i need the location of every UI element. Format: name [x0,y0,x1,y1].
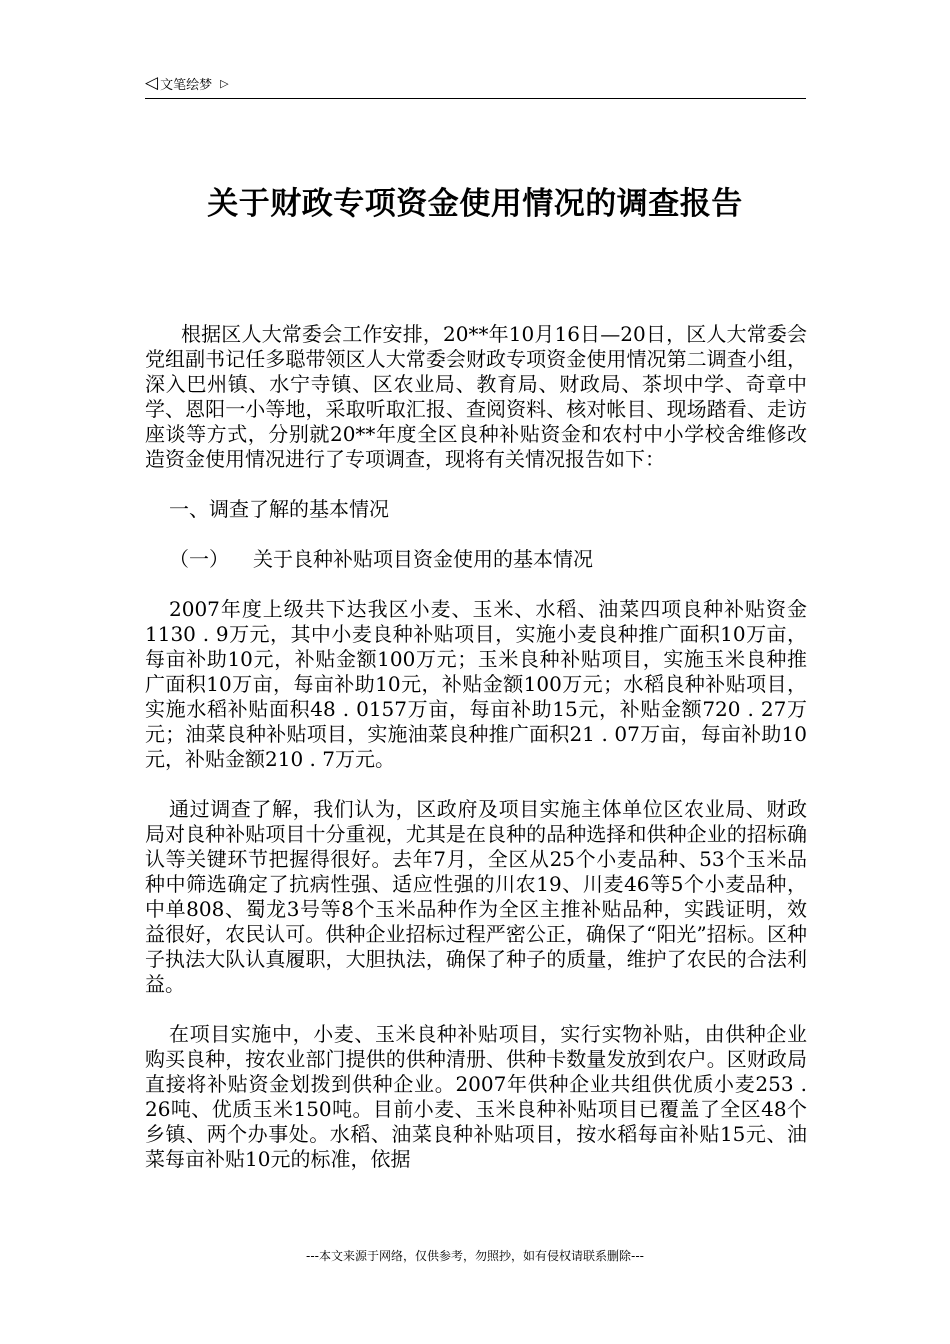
triangle-left-icon: ◁ [145,73,159,93]
body-paragraph: 在项目实施中，小麦、玉米良种补贴项目，实行实物补贴，由供种企业购买良种，按农业部门提供的供种清册、供种卡数量发放到农户。区财政局直接将补贴资金划拨到供种企业。2007年供种企业共组供优质小麦253 . 26吨、优质玉米150吨。目前小麦、玉米良种补贴项目已覆盖了全区48个乡镇、两个办事处。水稻、油菜良种补贴项目，按水稻每亩补贴15元、油菜每亩补贴10元的标准，依据 [145,1022,807,1171]
subsection-title: 关于良种补贴项目资金使用的基本情况 [253,547,593,571]
header-brand [145,74,229,93]
subsection-heading [145,547,807,572]
document-title: 关于财政专项资金使用情况的调查报告 [207,186,743,222]
document-body [145,322,807,1172]
header-text: 文笔绘梦 [160,78,213,93]
intro-paragraph: 根据区人大常委会工作安排，20**年10月16日—20日，区人大常委会党组副书记任多聪带领区人大常委会财政专项资金使用情况第二调查小组，深入巴州镇、水宁寺镇、区农业局、教育局、财政局、茶坝中学、奇章中学、恩阳一小等地，采取听取汇报、查阅资料、核对帐目、现场踏看、走访座谈等方式，分别就20**年度全区良种补贴资金和农村中小学校舍维修改造资金使用情况进行了专项调查，现将有关情况报告如下： [145,322,807,471]
page-header [145,74,806,99]
section-heading: 一、调查了解的基本情况 [169,497,389,521]
body-paragraph: 通过调查了解，我们认为，区政府及项目实施主体单位区农业局、财政局对良种补贴项目十分重视，尤其是在良种的品种选择和供种企业的招标确认等关键环节把握得很好。去年7月，全区从25个小麦品种、53个玉米品种中筛选确定了抗病性强、适应性强的川农19、川麦46等5个小麦品种，中单808、蜀龙3号等8个玉米品种作为全区主推补贴品种，实践证明，效益很好，农民认可。供种企业招标过程严密公正，确保了“阳光”招标。区种子执法大队认真履职，大胆执法，确保了种子的质量，维护了农民的合法利益。 [145,797,807,996]
body-paragraph: 2007年度上级共下达我区小麦、玉米、水稻、油菜四项良种补贴资金1130 . 9万元，其中小麦良种补贴项目，实施小麦良种推广面积10万亩，每亩补助10元，补贴金额100万元；玉米良种补贴项目，实施玉米良种推广面积10万亩，每亩补助10元，补贴金额100万元；水稻良种补贴项目，实施水稻补贴面积48 . 0157万亩，每亩补助15元，补贴金额720 . 27万元；油菜良种补贴项目，实施油菜良种推广面积21 . 07万亩，每亩补助10元，补贴金额210 . 7万元。 [145,597,807,771]
footer-disclaimer: ---本文来源于网络，仅供参考，勿照抄，如有侵权请联系删除--- [306,1249,644,1263]
subsection-number: （一） [169,547,229,571]
triangle-right-icon: ▷ [220,77,229,90]
